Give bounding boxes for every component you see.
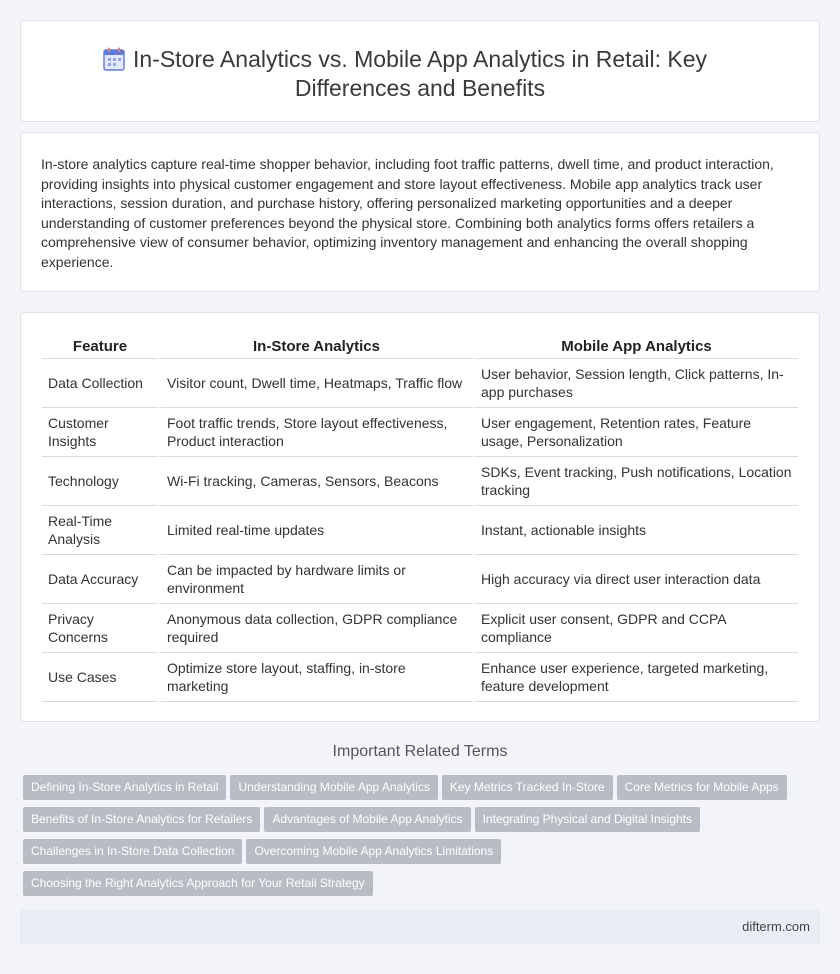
intro-paragraph: In-store analytics capture real-time shopper behavior, including foot traffic patterns, dwell time, and product interaction, providing insights into physical customer engagement and store layout effectiveness. Mobile app analytics track user interactions, session duration, and purchase history, offering personalized marketing opportunities and a deeper understanding of customer preferences beyond the physical store. Combining both analytics forms offers retailers a comprehensive view of consumer behavior, optimizing inventory management and enhancing the overall shopping experience.	[41, 156, 774, 270]
header-mobile-app: Mobile App Analytics	[472, 333, 798, 359]
mobile-app-cell: Instant, actionable insights	[472, 506, 798, 555]
header-in-store: In-Store Analytics	[158, 333, 472, 359]
related-term-tag[interactable]: Key Metrics Tracked In-Store	[442, 775, 613, 800]
related-term-tag[interactable]: Benefits of In-Store Analytics for Retailers	[23, 807, 260, 832]
mobile-app-cell: Enhance user experience, targeted marketing, feature development	[472, 653, 798, 702]
related-term-tag[interactable]: Choosing the Right Analytics Approach for Your Retail Strategy	[23, 871, 373, 896]
in-store-cell: Can be impacted by hardware limits or environment	[158, 555, 472, 604]
in-store-cell: Foot traffic trends, Store layout effectiveness, Product interaction	[158, 408, 472, 457]
table-row	[42, 506, 798, 555]
feature-cell: Use Cases	[42, 653, 158, 702]
in-store-cell: Anonymous data collection, GDPR compliance required	[158, 604, 472, 653]
table-row	[42, 408, 798, 457]
in-store-cell: Visitor count, Dwell time, Heatmaps, Traffic flow	[158, 359, 472, 408]
title-card	[20, 20, 820, 122]
related-term-tag[interactable]: Core Metrics for Mobile Apps	[617, 775, 787, 800]
mobile-app-cell: Explicit user consent, GDPR and CCPA compliance	[472, 604, 798, 653]
related-term-tag[interactable]: Understanding Mobile App Analytics	[230, 775, 437, 800]
feature-cell: Technology	[42, 457, 158, 506]
mobile-app-cell: High accuracy via direct user interaction data	[472, 555, 798, 604]
in-store-cell: Limited real-time updates	[158, 506, 472, 555]
related-term-tag[interactable]: Defining In-Store Analytics in Retail	[23, 775, 226, 800]
site-name-link[interactable]: difterm.com	[742, 919, 810, 934]
mobile-app-cell: SDKs, Event tracking, Push notifications, Location tracking	[472, 457, 798, 506]
related-terms-title: Important Related Terms	[332, 743, 508, 760]
table-row	[42, 604, 798, 653]
mobile-app-cell: User engagement, Retention rates, Feature usage, Personalization	[472, 408, 798, 457]
footer	[20, 910, 820, 944]
feature-cell: Data Collection	[42, 359, 158, 408]
feature-cell: Customer Insights	[42, 408, 158, 457]
related-terms-list	[23, 775, 813, 903]
comparison-table-card	[20, 312, 820, 722]
related-term-tag[interactable]: Advantages of Mobile App Analytics	[264, 807, 470, 832]
related-term-tag[interactable]: Overcoming Mobile App Analytics Limitations	[246, 839, 501, 864]
related-term-tag[interactable]: Challenges in In-Store Data Collection	[23, 839, 242, 864]
comparison-table	[42, 333, 798, 702]
header-feature: Feature	[42, 333, 158, 359]
feature-cell: Data Accuracy	[42, 555, 158, 604]
table-row	[42, 653, 798, 702]
feature-cell: Privacy Concerns	[42, 604, 158, 653]
related-term-tag[interactable]: Integrating Physical and Digital Insights	[475, 807, 700, 832]
table-header-row	[42, 333, 798, 359]
table-row	[42, 457, 798, 506]
table-row	[42, 359, 798, 408]
page-title: In-Store Analytics vs. Mobile App Analytics in Retail: Key Differences and Benefits	[133, 46, 707, 101]
intro-card	[20, 132, 820, 292]
feature-cell: Real-Time Analysis	[42, 506, 158, 555]
table-row	[42, 555, 798, 604]
in-store-cell: Optimize store layout, staffing, in-store marketing	[158, 653, 472, 702]
mobile-app-cell: User behavior, Session length, Click patterns, In-app purchases	[472, 359, 798, 408]
in-store-cell: Wi-Fi tracking, Cameras, Sensors, Beacons	[158, 457, 472, 506]
